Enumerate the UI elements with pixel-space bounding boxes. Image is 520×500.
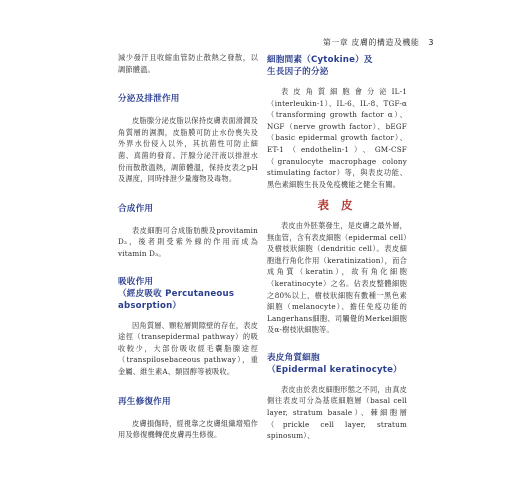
page-header [323, 37, 434, 48]
section-body-keratinocyte: 表皮由於表皮細胞形態之不同，由真皮側往表皮可分為基底細胞層（basal cell layer, stratum basale）、棘細胞層（prickle cell layer, stratum spinosum）、 [267, 384, 407, 441]
page-mark: 3 [428, 38, 434, 47]
section-title-cytokine-line2: 生長因子的分泌 [267, 67, 329, 77]
section-body-secretion: 皮脂腺分泌皮脂以保持皮膚表面滑潤及角質層的濕潤，皮脂膜可防止水份喪失及外界水份侵入以外，其抗菌性可防止細菌、真菌的發育。汗腺分泌汗液以排泄水份而散散溫熱，調節體溫，保持皮表之pH及濕度，同時排泄少量廢物及毒物。 [118, 116, 258, 184]
section-body-epidermis: 表皮由外胚葉發生，是皮膚之最外層，無血管，含有表皮細胞（epidermal cell）及樹枝狀細胞（dendritic cell）。表皮細胞進行角化作用（keratinization），而合成角質（keratin），故有角化細胞（keratinocyte）之名。佔表皮整體細胞之80%以上，樹枝狀細胞有數種一黑色素細胞（melanocyte）、擔任免疫功能的Langerhans細胞、司觸覺的Merkel細胞及α-樹枝狀細胞等。 [267, 220, 407, 335]
section-body-absorption: 因角質層、顆粒層間隙壁的存在，表皮途徑（transepidermal pathway）的吸收較少，大部份吸收經毛囊脂腺途徑（transpilosebaceous pathway），重金屬、維生素A、類固醇等被吸收。 [118, 320, 258, 376]
section-title-keratinocyte-line2: （Epidermal keratinocyte） [267, 364, 402, 375]
section-body-cytokine: 表皮角質細胞會分泌IL-1（interleukin-1）、IL-6、IL-8、TGF-α（transforming growth factor α）、NGF（nerve growth factor）、bEGF（basic epidermal growth factor）、ET-1（endothelin-1）、GM-CSF（granulocyte macrophage colony stimulating factor）等，與表皮功能、黑色素細胞生長及免疫機能之健全有關。 [267, 87, 407, 189]
section-title-absorption-line1: 吸收作用 [118, 276, 154, 287]
section-title-absorption-line2: （經皮吸收 Percutaneous absorption） [118, 288, 235, 311]
chapter-label: 第一章 皮膚的構造及機能 [322, 38, 420, 47]
section-title-absorption [118, 276, 258, 312]
left-column [118, 52, 258, 441]
section-title-keratinocyte [267, 352, 407, 376]
section-title-keratinocyte-line1: 表皮角質細胞 [267, 352, 320, 363]
section-title-cytokine-line1: 細胞間素（Cytokine）及 [267, 55, 373, 65]
left-intro-paragraph: 減少發汗且收縮血管防止散熱之發散，以調節體溫。 [118, 53, 258, 74]
section-title-regeneration: 再生修復作用 [118, 396, 171, 407]
section-body-synthesis: 表皮細胞可合成脂肪酸及provitamin D₃，後者則受紫外線的作用而成為vitamin D₃。 [118, 225, 258, 258]
right-column [267, 52, 407, 442]
chapter-section-title-epidermis: 表 皮 [317, 198, 357, 213]
section-title-cytokine [267, 54, 407, 78]
section-body-regeneration: 皮膚損傷時，經視靠之皮膚組織增殖作用及修復機轉使皮膚再生修復。 [118, 418, 258, 440]
section-title-synthesis: 合成作用 [118, 203, 154, 214]
section-title-secretion: 分泌及排泄作用 [118, 94, 180, 105]
